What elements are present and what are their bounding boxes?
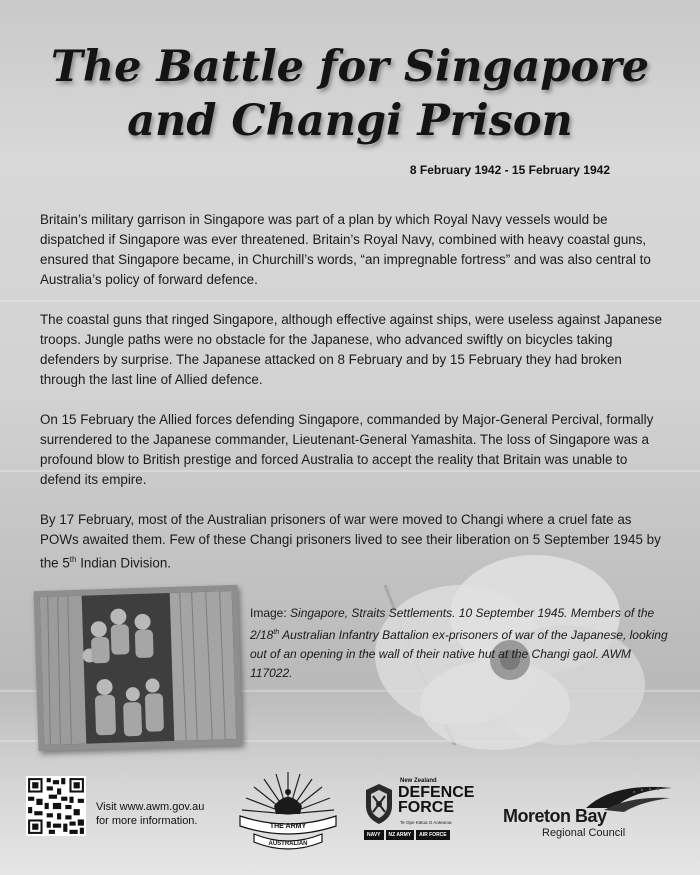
nzdf-maori-text: Te Ope Kātua O Aotearoa bbox=[400, 820, 452, 825]
caption-label: Image: bbox=[250, 606, 287, 620]
paragraph-3: On 15 February the Allied forces defending Singapore, commanded by Major-General Percival, formally surrendered to the Japanese commander, Lieutenant-General Yamashita. The loss of Singapore was a profound blow to British prestige and forced Australia to accept the reality that Britain was unable to defend its empire. bbox=[40, 412, 654, 487]
paragraph-4-text: By 17 February, most of the Australian prisoners of war were moved to Changi where a cruel fate as POWs awaited them. Few of these Changi prisoners lived to see their liberation on 5 September 1945 by the 5 bbox=[40, 512, 661, 571]
army-text-bottom: AUSTRALIAN bbox=[268, 841, 308, 847]
paragraph-4 bbox=[40, 510, 665, 573]
qr-code-icon[interactable] bbox=[26, 776, 86, 836]
body-text bbox=[40, 210, 665, 593]
paragraph-4-sup: th bbox=[69, 555, 77, 564]
paragraph-4-end: Indian Division. bbox=[76, 555, 171, 571]
moreton-bay-logo bbox=[500, 778, 675, 848]
photo-caption bbox=[250, 604, 670, 683]
paragraph-2: The coastal guns that ringed Singapore, although effective against ships, were useless against Japanese troops. Jungle paths were no obstacle for the Japanese, who advanced swiftly on bicycles taking defenders by surprise. The Japanese attacked on 8 February and by 15 February they had broken through the last line of Allied defence. bbox=[40, 312, 663, 387]
moreton-subtitle: Regional Council bbox=[542, 827, 626, 839]
nzdf-small-text: New Zealand bbox=[400, 778, 437, 784]
nz-defence-force-logo bbox=[362, 778, 484, 844]
nzdf-service-army: NZ ARMY bbox=[386, 830, 415, 840]
nzdf-service-airforce: AIR FORCE bbox=[416, 830, 450, 840]
paragraph-1: Britain’s military garrison in Singapore was part of a plan by which Royal Navy vessels would be dispatched if Singapore was ever threatened. Britain’s Royal Navy, combined with heavy coastal guns, ensured that Singapore became, in Churchill’s words, “an impregnable fortress” and was also central to Australia’s policy of forward defence. bbox=[40, 212, 651, 287]
nzdf-services bbox=[364, 830, 450, 840]
visit-line-1[interactable]: Visit www.awm.gov.au bbox=[96, 801, 205, 813]
footer bbox=[0, 770, 700, 860]
photo-frame bbox=[34, 585, 243, 751]
nzdf-name bbox=[398, 785, 474, 815]
page-title bbox=[0, 40, 700, 148]
nzdf-service-navy: NAVY bbox=[364, 830, 384, 840]
caption-text-1: Singapore, Straits Settlements. 10 September 1945. Members of the 2/18 bbox=[250, 606, 655, 642]
visit-line-2: for more information. bbox=[96, 815, 198, 827]
title-line-2: and Changi Prison bbox=[127, 96, 573, 146]
visit-awm-text bbox=[96, 800, 204, 828]
army-text-top: THE ARMY bbox=[269, 823, 307, 830]
moreton-name: Moreton Bay bbox=[503, 806, 607, 826]
nzdf-line-1: DEFENCE bbox=[398, 784, 475, 801]
nzdf-line-2: FORCE bbox=[398, 799, 454, 816]
title-line-1: The Battle for Singapore bbox=[50, 42, 650, 92]
australian-army-logo bbox=[236, 770, 340, 852]
date-range: 8 February 1942 - 15 February 1942 bbox=[409, 163, 610, 177]
pow-photo-image bbox=[40, 591, 237, 745]
caption-text-2: Australian Infantry Battalion ex-prisoners of war of the Japanese, looking out of an opening in the wall of their native hut at the Changi gaol. AWM 117022. bbox=[250, 628, 668, 680]
caption-sup: th bbox=[273, 629, 280, 636]
nzdf-crest-icon bbox=[362, 782, 396, 826]
